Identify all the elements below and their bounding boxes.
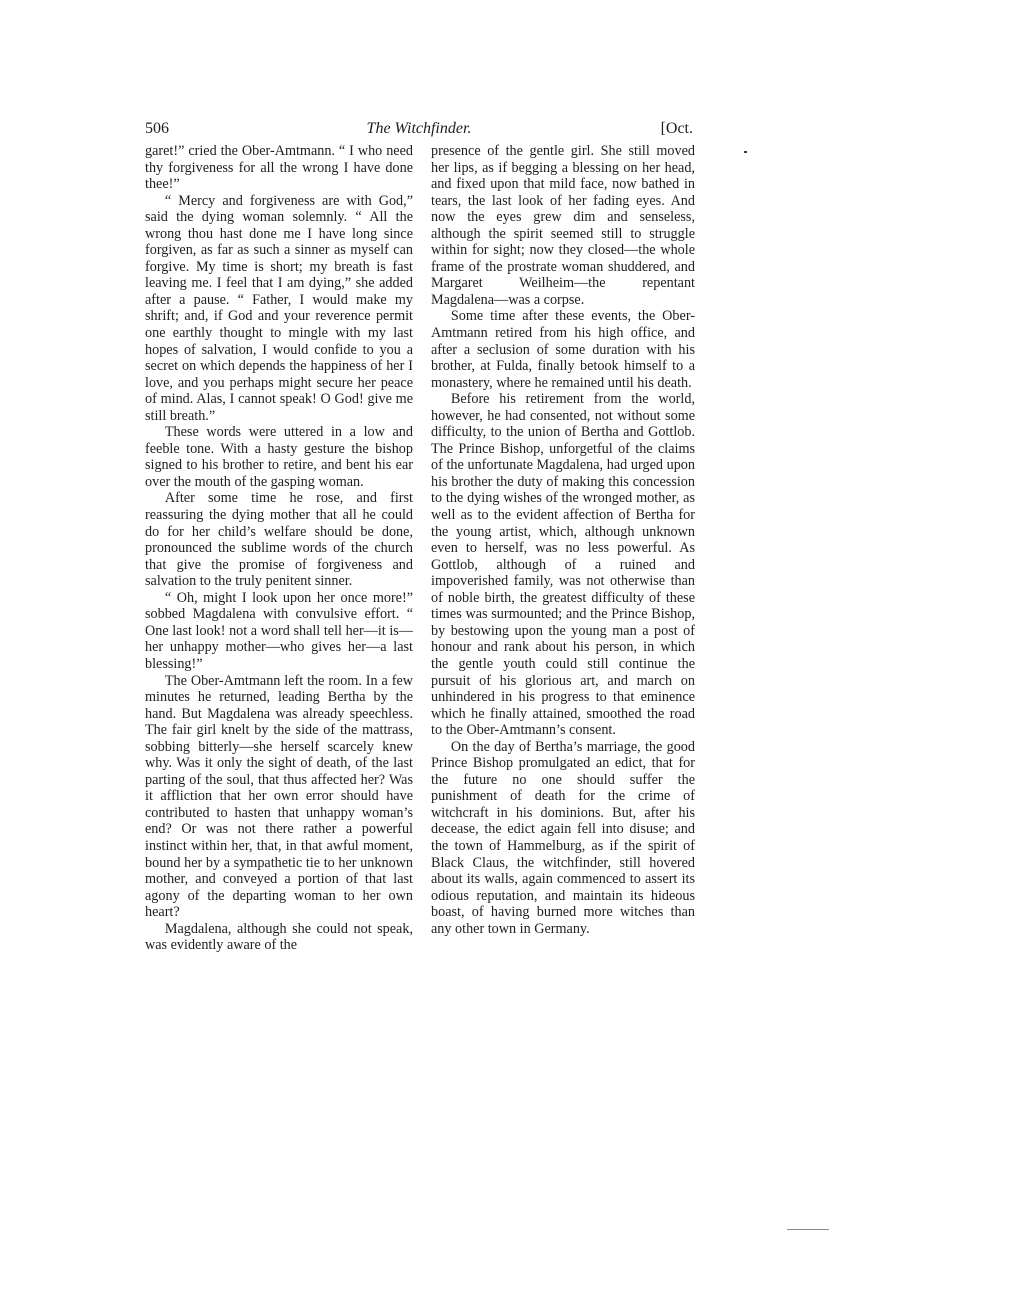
paragraph: The Ober-Amtmann left the room. In a few minutes he returned, leading Bertha by the hand. But Magdalena was already speechless. The fair girl knelt by the side of the mattrass, sobbing bitterly—she herself scarcely knew why. Was it only the sight of death, of the last parting of the soul, that thus affected her? Was it affliction that her own error should have contributed to hasten that unhappy woman’s end? Or was not there rather a powerful instinct within her, that, in that awful moment, bound her by a sympathetic tie to her unknown mother, and conveyed a portion of that last agony of the departing woman to her own heart? — [145, 672, 413, 921]
left-text-column — [145, 143, 413, 954]
page-number: 506 — [145, 120, 169, 137]
paragraph: These words were uttered in a low and feeble tone. With a hasty gesture the bishop signed to his brother to retire, and bent his ear over the mouth of the gasping woman. — [145, 424, 413, 490]
ink-speck — [744, 151, 747, 153]
running-head — [145, 120, 693, 142]
paragraph: “ Oh, might I look upon her once more!” sobbed Magdalena with convulsive effort. “ One last look! not a word shall tell her—it is—her unhappy mother—who gives her—a last blessing!” — [145, 589, 413, 672]
paragraph: After some time he rose, and first reassuring the dying mother that all he could do for her child’s welfare should be done, pronounced the sublime words of the church that give the promise of forgiveness and salvation to the truly penitent sinner. — [145, 490, 413, 590]
paragraph: garet!” cried the Ober-Amtmann. “ I who need thy forgiveness for all the wrong I have done thee!” — [145, 143, 413, 193]
paragraph: presence of the gentle girl. She still moved her lips, as if begging a blessing on her head, and fixed upon that mild face, now bathed in tears, the last look of her fading eyes. And now the eyes grew dim and senseless, although the spirit seemed still to struggle within for sight; now they closed—the whole frame of the prostrate woman shuddered, and Margaret Weilheim—the repentant Magdalena—was a corpse. — [431, 143, 695, 308]
footer-rule — [787, 1229, 829, 1230]
paragraph: Some time after these events, the Ober-Amtmann retired from his high office, and after a seclusion of some duration with his brother, at Fulda, finally betook himself to a monastery, where he remained until his death. — [431, 308, 695, 391]
paragraph: “ Mercy and forgiveness are with God,” said the dying woman solemnly. “ All the wrong thou hast done me I have long since forgiven, as far as such a sinner as myself can forgive. My time is short; my breath is fast leaving me. I feel that I am dying,” she added after a pause. “ Father, I would make my shrift; and, if God and your reverence permit one earthly thought to mingle with my last hopes of salvation, I would confide to you a secret on which depends the happiness of her I love, and you perhaps might secure her peace of mind. Alas, I cannot speak! O God! give me still breath.” — [145, 192, 413, 424]
right-text-column — [431, 143, 695, 937]
running-title: The Witchfinder. — [366, 120, 472, 137]
paragraph: Magdalena, although she could not speak, was evidently aware of the — [145, 920, 413, 954]
paragraph: On the day of Bertha’s marriage, the good Prince Bishop promulgated an edict, that for the future no one should suffer the punishment of death for the crime of witchcraft in his dominions. But, after his decease, the edict again fell into disuse; and the town of Hammelburg, as if the spirit of Black Claus, the witchfinder, still hovered about its walls, again commenced to assert its odious reputation, and maintain its hideous boast, of having burned more witches than any other town in Germany. — [431, 738, 695, 937]
issue-month: [Oct. — [660, 120, 693, 137]
paragraph: Before his retirement from the world, however, he had consented, not without some difficulty, to the union of Bertha and Gottlob. The Prince Bishop, unforgetful of the claims of the unfortunate Magdalena, had urged upon his brother the duty of making this concession to the dying wishes of the wronged mother, as well as to the evident affection of Bertha for the young artist, which, although unknown even to herself, was no less powerful. As Gottlob, although of a ruined and impoverished family, was not otherwise than of noble birth, the greatest difficulty of these times was surmounted; and the Prince Bishop, by bestowing upon the young man a post of honour and rank about his person, in which the gentle youth could still continue the pursuit of his glorious art, and march on unhindered in his progress to that eminence which he finally attained, smoothed the road to the Ober-Amtmann’s consent. — [431, 391, 695, 739]
